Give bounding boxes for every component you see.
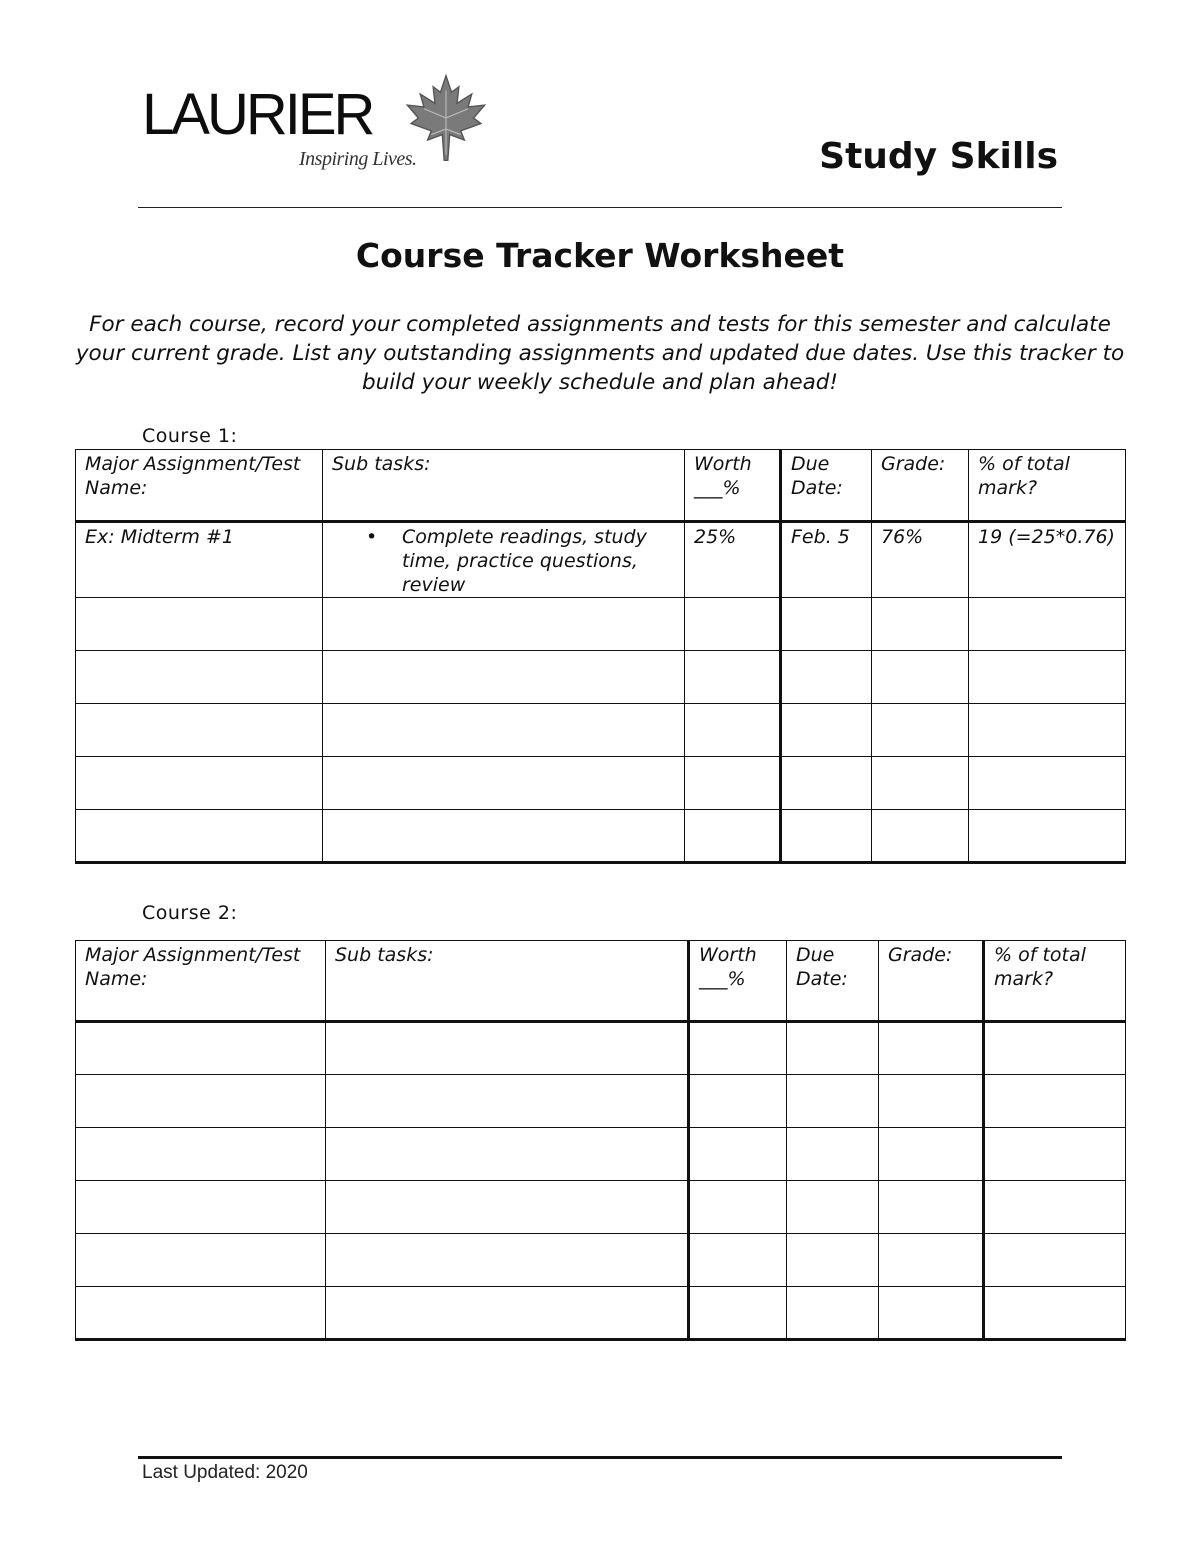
worth-cell[interactable] — [685, 598, 781, 651]
table-row — [76, 598, 1126, 651]
table-row — [76, 1181, 1126, 1234]
assignment-name-cell[interactable] — [76, 757, 323, 810]
example-row — [76, 522, 1126, 598]
grade-cell[interactable] — [879, 1022, 984, 1075]
footer-divider — [138, 1456, 1062, 1459]
header-worth: Worth ___% — [689, 941, 787, 1022]
example-due-date: Feb. 5 — [781, 522, 872, 598]
course-2-label: Course 2: — [142, 902, 238, 924]
grade-cell[interactable] — [879, 1075, 984, 1128]
total-mark-cell[interactable] — [984, 1287, 1126, 1340]
assignment-name-cell[interactable] — [76, 1181, 326, 1234]
header-due-date: Due Date: — [781, 450, 872, 522]
instructions-paragraph: For each course, record your completed assignments and tests for this semester and calculate your current grade. List any outstanding assignments and updated due dates. Use this tracker to build your weekly schedule and plan ahead! — [75, 312, 1125, 395]
table-row — [76, 1022, 1126, 1075]
due-date-cell[interactable] — [781, 651, 872, 704]
total-mark-cell[interactable] — [984, 1128, 1126, 1181]
worth-cell[interactable] — [685, 651, 781, 704]
grade-cell[interactable] — [872, 810, 969, 863]
assignment-name-cell[interactable] — [76, 1022, 326, 1075]
header-divider — [138, 207, 1062, 208]
assignment-name-cell[interactable] — [76, 1234, 326, 1287]
example-subtask: Complete readings, study time, practice questions, review — [402, 526, 647, 596]
course-1-blank-rows — [76, 598, 1126, 863]
worth-cell[interactable] — [689, 1128, 787, 1181]
assignment-name-cell[interactable] — [76, 810, 323, 863]
total-mark-cell[interactable] — [969, 651, 1126, 704]
table-row — [76, 1075, 1126, 1128]
assignment-name-cell[interactable] — [76, 651, 323, 704]
grade-cell[interactable] — [879, 1181, 984, 1234]
section-title: Study Skills — [819, 136, 1058, 177]
assignment-name-cell[interactable] — [76, 704, 323, 757]
grade-cell[interactable] — [879, 1287, 984, 1340]
worth-cell[interactable] — [689, 1022, 787, 1075]
header-due-date: Due Date: — [787, 941, 879, 1022]
grade-cell[interactable] — [872, 598, 969, 651]
total-mark-cell[interactable] — [969, 598, 1126, 651]
total-mark-cell[interactable] — [984, 1234, 1126, 1287]
example-subtask-cell — [323, 522, 685, 598]
course-1-table — [75, 449, 1126, 864]
due-date-cell[interactable] — [787, 1075, 879, 1128]
table-row — [76, 1128, 1126, 1181]
header-worth: Worth ___% — [685, 450, 781, 522]
header-assignment-name: Major Assignment/Test Name: — [76, 941, 326, 1022]
laurier-logo — [142, 72, 492, 182]
total-mark-cell[interactable] — [969, 810, 1126, 863]
due-date-cell[interactable] — [781, 757, 872, 810]
logo-wordmark: LAURIER — [142, 82, 373, 147]
worth-cell[interactable] — [689, 1287, 787, 1340]
example-grade: 76% — [872, 522, 969, 598]
worth-cell[interactable] — [689, 1234, 787, 1287]
course-2-table — [75, 940, 1126, 1341]
total-mark-cell[interactable] — [969, 757, 1126, 810]
header-total-mark: % of total mark? — [969, 450, 1126, 522]
example-name: Ex: Midterm #1 — [76, 522, 323, 598]
due-date-cell[interactable] — [787, 1181, 879, 1234]
assignment-name-cell[interactable] — [76, 1128, 326, 1181]
assignment-name-cell[interactable] — [76, 598, 323, 651]
sub-tasks-cell[interactable] — [323, 704, 685, 757]
due-date-cell[interactable] — [781, 810, 872, 863]
table-row — [76, 651, 1126, 704]
page-title: Course Tracker Worksheet — [355, 236, 845, 275]
due-date-cell[interactable] — [787, 1287, 879, 1340]
worth-cell[interactable] — [685, 757, 781, 810]
grade-cell[interactable] — [872, 704, 969, 757]
worth-cell[interactable] — [689, 1181, 787, 1234]
table-row — [76, 810, 1126, 863]
due-date-cell[interactable] — [781, 598, 872, 651]
assignment-name-cell[interactable] — [76, 1287, 326, 1340]
sub-tasks-cell[interactable] — [326, 1181, 689, 1234]
total-mark-cell[interactable] — [984, 1022, 1126, 1075]
grade-cell[interactable] — [879, 1128, 984, 1181]
sub-tasks-cell[interactable] — [323, 598, 685, 651]
worth-cell[interactable] — [685, 704, 781, 757]
sub-tasks-cell[interactable] — [326, 1234, 689, 1287]
worth-cell[interactable] — [685, 810, 781, 863]
due-date-cell[interactable] — [787, 1022, 879, 1075]
table-row — [76, 757, 1126, 810]
worth-cell[interactable] — [689, 1075, 787, 1128]
grade-cell[interactable] — [872, 757, 969, 810]
header-sub-tasks: Sub tasks: — [323, 450, 685, 522]
sub-tasks-cell[interactable] — [326, 1287, 689, 1340]
example-worth: 25% — [685, 522, 781, 598]
header-sub-tasks: Sub tasks: — [326, 941, 689, 1022]
example-total-mark: 19 (=25*0.76) — [969, 522, 1126, 598]
sub-tasks-cell[interactable] — [323, 757, 685, 810]
maple-leaf-icon — [398, 72, 494, 164]
header-grade: Grade: — [872, 450, 969, 522]
table-header-row — [76, 941, 1126, 1022]
sub-tasks-cell[interactable] — [323, 651, 685, 704]
grade-cell[interactable] — [872, 651, 969, 704]
course-2-blank-rows — [76, 1022, 1126, 1340]
total-mark-cell[interactable] — [984, 1181, 1126, 1234]
logo-tagline: Inspiring Lives. — [299, 148, 417, 170]
assignment-name-cell[interactable] — [76, 1075, 326, 1128]
last-updated-note: Last Updated: 2020 — [142, 1462, 308, 1483]
sub-tasks-cell[interactable] — [326, 1075, 689, 1128]
grade-cell[interactable] — [879, 1234, 984, 1287]
table-row — [76, 704, 1126, 757]
header-grade: Grade: — [879, 941, 984, 1022]
sub-tasks-cell[interactable] — [326, 1128, 689, 1181]
due-date-cell[interactable] — [781, 704, 872, 757]
bullet-icon: • — [366, 526, 378, 548]
sub-tasks-cell[interactable] — [323, 810, 685, 863]
table-row — [76, 1287, 1126, 1340]
due-date-cell[interactable] — [787, 1128, 879, 1181]
due-date-cell[interactable] — [787, 1234, 879, 1287]
total-mark-cell[interactable] — [969, 704, 1126, 757]
header-total-mark: % of total mark? — [984, 941, 1126, 1022]
sub-tasks-cell[interactable] — [326, 1022, 689, 1075]
table-header-row — [76, 450, 1126, 522]
total-mark-cell[interactable] — [984, 1075, 1126, 1128]
course-1-label: Course 1: — [142, 425, 238, 447]
header-assignment-name: Major Assignment/Test Name: — [76, 450, 323, 522]
table-row — [76, 1234, 1126, 1287]
